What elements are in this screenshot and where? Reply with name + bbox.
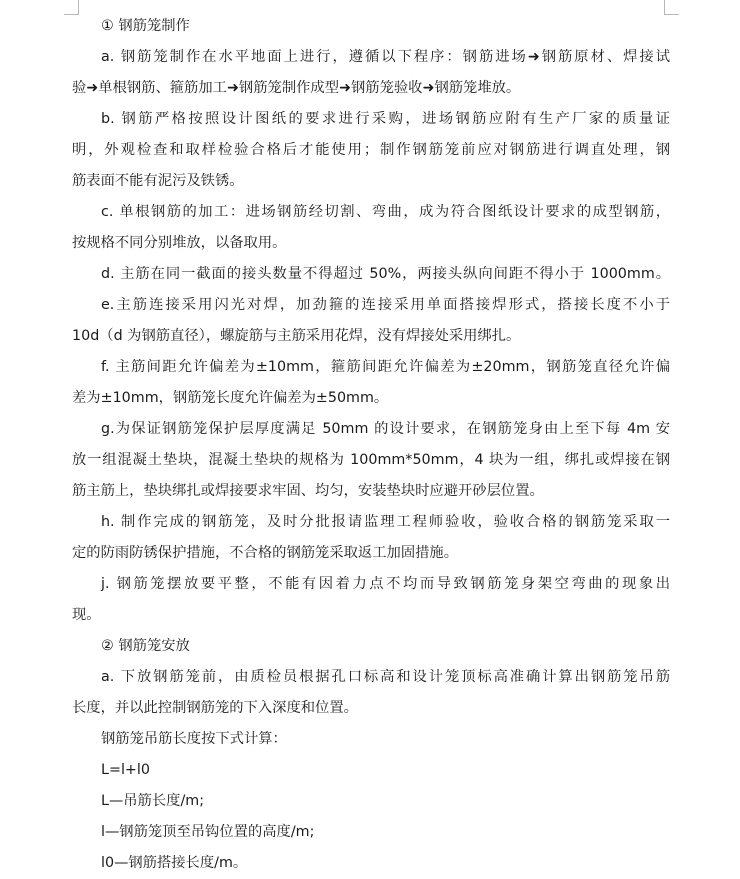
document-body <box>72 11 670 879</box>
paragraph-f-line-1: f. 主筋间距允许偏差为±10mm，箍筋间距允许偏差为±20mm，钢筋笼直径允许偏 <box>101 359 670 375</box>
paragraph-j-line-2: 现。 <box>72 607 101 623</box>
section-heading-cage-placement: ② 钢筋笼安放 <box>101 638 190 654</box>
paragraph-a-line-1: a. 钢筋笼制作在水平地面上进行，遵循以下程序：钢筋进场➜钢筋原材、焊接试 <box>101 49 670 65</box>
paragraph-b-line-2: 明，外观检查和取样检验合格后才能使用；制作钢筋笼前应对钢筋进行调直处理，钢 <box>72 142 670 158</box>
paragraph-b-line-1: b. 钢筋严格按照设计图纸的要求进行采购，进场钢筋应附有生产厂家的质量证 <box>101 111 670 127</box>
paragraph-h-line-1: h. 制作完成的钢筋笼，及时分批报请监理工程师验收，验收合格的钢筋笼采取一 <box>101 514 670 530</box>
formula: L=l+l0 <box>101 762 150 778</box>
paragraph-b-line-3: 筋表面不能有泥污及铁锈。 <box>72 173 244 189</box>
definition-l0: l0—钢筋搭接长度/m。 <box>101 855 248 871</box>
section-heading-cage-fabrication: ① 钢筋笼制作 <box>101 18 190 34</box>
paragraph-g-line-2: 放一组混凝土垫块，混凝土垫块的规格为 100mm*50mm，4 块为一组，绑扎或焊接在钢 <box>72 452 670 468</box>
paragraph-c-line-2: 按规格不同分别堆放，以备取用。 <box>72 235 287 251</box>
paragraph-c-line-1: c. 单根钢筋的加工：进场钢筋经切割、弯曲，成为符合图纸设计要求的成型钢筋， <box>101 204 670 220</box>
paragraph-e-line-2: 10d（d 为钢筋直径），螺旋筋与主筋采用花焊，没有焊接处采用绑扎。 <box>72 328 521 344</box>
paragraph-a-line-2: 验➜单根钢筋、箍筋加工➜钢筋笼制作成型➜钢筋笼验收➜钢筋笼堆放。 <box>72 80 521 96</box>
paragraph-d-line-1: d. 主筋在同一截面的接头数量不得超过 50%，两接头纵向间距不得小于 1000mm。 <box>101 266 670 282</box>
paragraph-g-line-3: 筋主筋上，垫块绑扎或焊接要求牢固、均匀，安装垫块时应避开砂层位置。 <box>72 483 544 499</box>
paragraph-2a-line-1: a. 下放钢筋笼前，由质检员根据孔口标高和设计笼顶标高准确计算出钢筋笼吊筋 <box>101 669 670 685</box>
paragraph-e-line-1: e.主筋连接采用闪光对焊，加劲箍的连接采用单面搭接焊形式，搭接长度不小于 <box>101 297 670 313</box>
paragraph-h-line-2: 定的防雨防锈保护措施，不合格的钢筋笼采取返工加固措施。 <box>72 545 459 561</box>
paragraph-g-line-1: g.为保证钢筋笼保护层厚度满足 50mm 的设计要求，在钢筋笼身由上至下每 4m 安 <box>101 421 670 437</box>
formula-intro: 钢筋笼吊筋长度按下式计算： <box>101 731 287 747</box>
paragraph-f-line-2: 差为±10mm，钢筋笼长度允许偏差为±50mm。 <box>72 390 389 406</box>
paragraph-2a-line-2: 长度，并以此控制钢筋笼的下入深度和位置。 <box>72 700 358 716</box>
definition-l: l—钢筋笼顶至吊钩位置的高度/m; <box>101 824 315 840</box>
paragraph-j-line-1: j. 钢筋笼摆放要平整，不能有因着力点不均而导致钢筋笼身架空弯曲的现象出 <box>101 576 670 592</box>
definition-L: L—吊筋长度/m; <box>101 793 205 809</box>
